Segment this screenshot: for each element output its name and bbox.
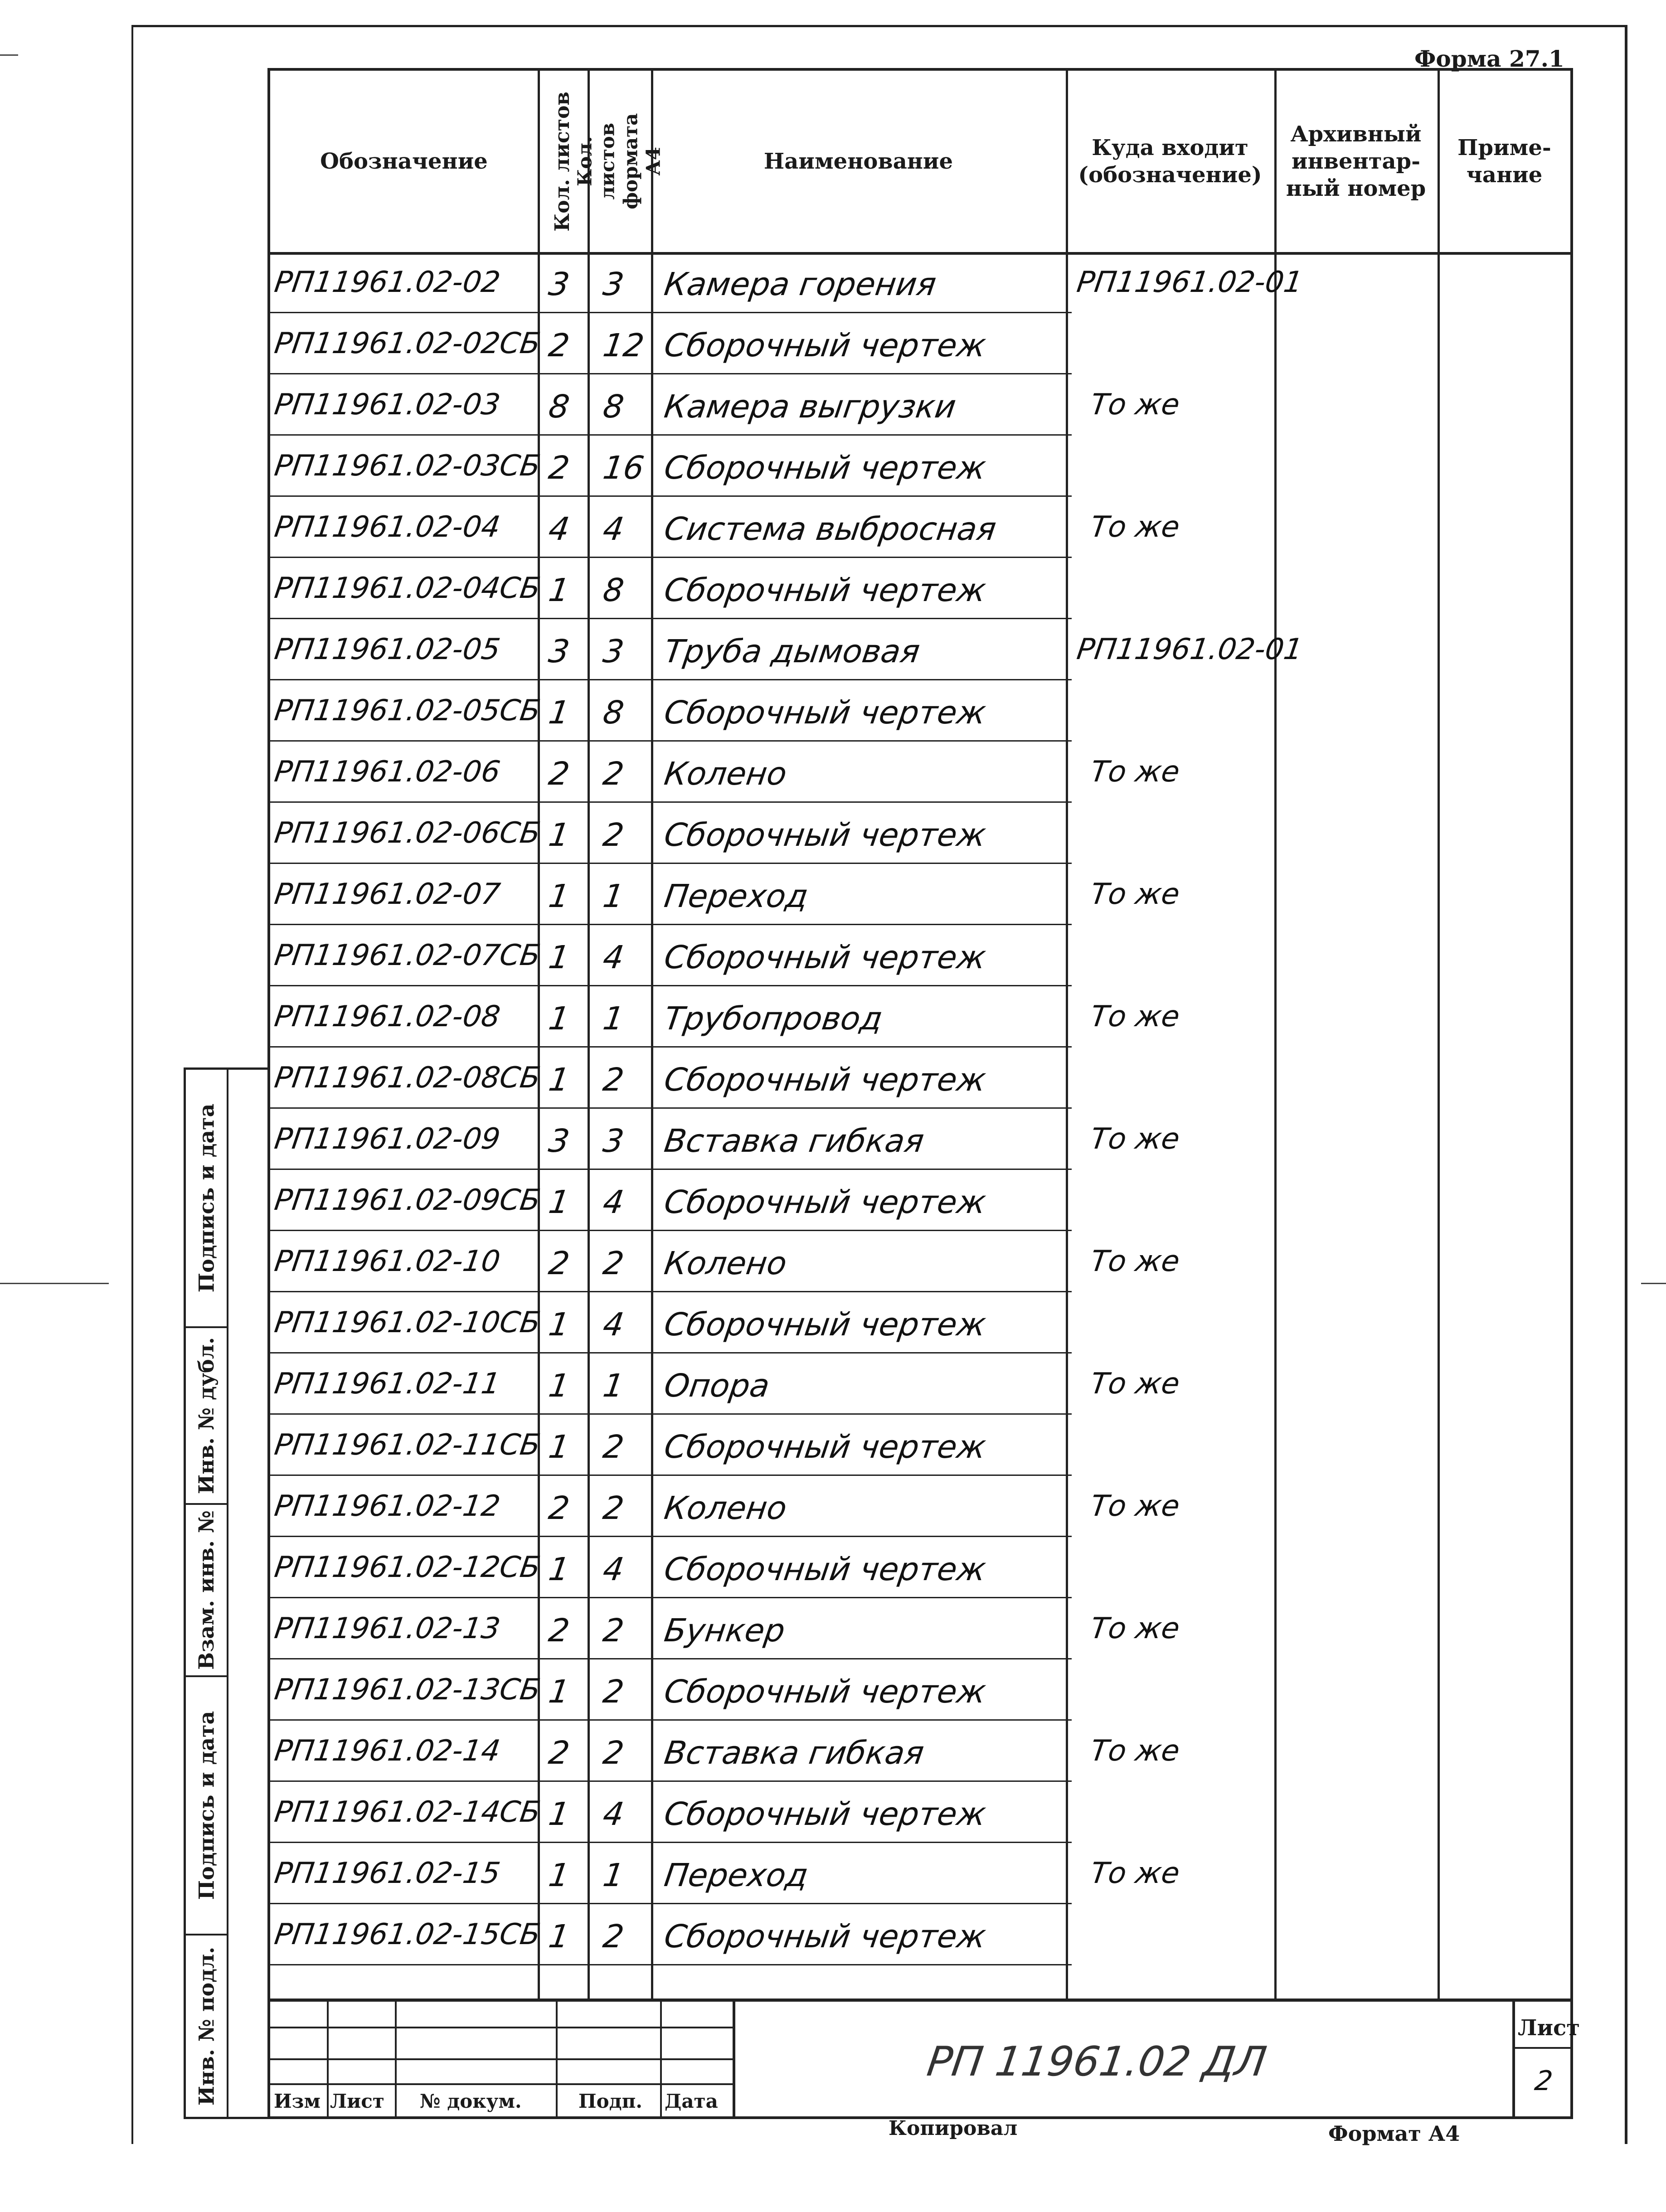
cell-name: Сборочный чертеж [662, 327, 988, 364]
cell-name: Труба дымовая [662, 633, 923, 670]
cell-a4: 8 [601, 572, 627, 609]
cell-sheets: 4 [546, 510, 572, 548]
table-row [270, 436, 1570, 497]
cell-a4: 4 [601, 1795, 627, 1833]
cell-a4: 1 [601, 1857, 627, 1894]
cell-name: Колено [662, 1489, 789, 1527]
tb-divider [733, 2002, 735, 2116]
cell-name: Сборочный чертеж [662, 1795, 988, 1833]
cell-a4: 12 [601, 327, 646, 364]
tb-row-divider [270, 2083, 733, 2085]
cell-sheets: 2 [546, 1489, 572, 1527]
table-row [270, 1782, 1570, 1843]
cell-sheets: 1 [546, 1367, 572, 1404]
side-sign-date-2 [186, 1677, 227, 1936]
cell-where: То же [1088, 510, 1182, 544]
table-row [270, 1598, 1570, 1659]
cell-designation: РП11961.02-14СБ [272, 1795, 543, 1829]
cell-name: Сборочный чертеж [662, 1428, 988, 1465]
cell-sheets: 2 [546, 755, 572, 792]
cell-sheets: 1 [546, 1857, 572, 1894]
table-row [270, 864, 1570, 925]
table-row [270, 742, 1570, 803]
cell-name: Сборочный чертеж [662, 1184, 988, 1221]
scan-tick [0, 54, 18, 56]
cell-name: Колено [662, 755, 789, 792]
cell-a4: 16 [601, 449, 646, 486]
cell-a4: 2 [601, 1489, 627, 1527]
cell-designation: РП11961.02-04 [272, 510, 502, 544]
tb-list-label: Лист [330, 2090, 384, 2112]
cell-sheets: 3 [546, 266, 572, 303]
tb-row-divider [270, 2027, 733, 2028]
side-inv-orig-text: Инв. № подл. [194, 1946, 219, 2106]
cell-sheets: 1 [546, 1551, 572, 1588]
cell-a4: 2 [601, 1673, 627, 1710]
cell-where: То же [1088, 1612, 1182, 1645]
table-row [270, 1353, 1570, 1415]
cell-a4: 1 [601, 1367, 627, 1404]
table-row [270, 497, 1570, 558]
cell-name: Вставка гибкая [662, 1734, 927, 1771]
cell-name: Переход [662, 878, 811, 915]
cell-sheets: 2 [546, 449, 572, 486]
cell-designation: РП11961.02-02СБ [272, 327, 543, 360]
cell-name: Колено [662, 1245, 789, 1282]
cell-designation: РП11961.02-13СБ [272, 1673, 543, 1707]
cell-sheets: 8 [546, 388, 572, 425]
cell-designation: РП11961.02-06СБ [272, 816, 543, 850]
cell-a4: 1 [601, 1000, 627, 1037]
cell-a4: 4 [601, 1306, 627, 1343]
row-divider [270, 1964, 1072, 1965]
cell-where: То же [1088, 1367, 1182, 1401]
scan-tick [1641, 1283, 1666, 1284]
cell-where: То же [1088, 1000, 1182, 1033]
cell-designation: РП11961.02-10 [272, 1245, 502, 1278]
cell-sheets: 2 [546, 1734, 572, 1771]
cell-name: Система выбросная [662, 510, 999, 548]
cell-sheets: 1 [546, 1184, 572, 1221]
cell-designation: РП11961.02-03СБ [272, 449, 543, 483]
cell-sheets: 2 [546, 1245, 572, 1282]
cell-designation: РП11961.02-09СБ [272, 1184, 543, 1217]
side-sign-date-1-text: Подпись и дата [194, 1103, 219, 1293]
cell-designation: РП11961.02-15СБ [272, 1918, 543, 1951]
tb-doc-no-label: № докум. [420, 2090, 522, 2112]
header-designation: Обозначение [320, 149, 488, 174]
cell-designation: РП11961.02-07СБ [272, 939, 543, 972]
header-sheets-count-text: Кол. листов [550, 91, 574, 232]
cell-name: Сборочный чертеж [662, 694, 988, 731]
table-row [270, 1843, 1570, 1904]
header-note: Приме-чание [1457, 135, 1551, 188]
format-label: Формат А4 [1328, 2121, 1460, 2146]
cell-name: Сборочный чертеж [662, 1306, 988, 1343]
table-row [270, 619, 1570, 680]
tb-izm-label: Изм [274, 2090, 321, 2112]
cell-sheets: 1 [546, 1000, 572, 1037]
cell-sheets: 1 [546, 878, 572, 915]
cell-a4: 2 [601, 1428, 627, 1465]
table-row [270, 925, 1570, 986]
cell-name: Камера выгрузки [662, 388, 958, 425]
cell-designation: РП11961.02-15 [272, 1857, 502, 1890]
cell-name: Трубопровод [662, 1000, 885, 1037]
cell-sheets: 1 [546, 1918, 572, 1955]
cell-name: Сборочный чертеж [662, 1673, 988, 1710]
cell-a4: 3 [601, 266, 627, 303]
table-row [270, 313, 1570, 374]
cell-sheets: 1 [546, 1061, 572, 1098]
tb-date-label: Дата [665, 2090, 718, 2112]
header-name: Наименование [763, 149, 953, 174]
cell-sheets: 1 [546, 816, 572, 854]
cell-a4: 2 [601, 1612, 627, 1649]
side-sign-date-1 [186, 1070, 227, 1328]
cell-name: Сборочный чертеж [662, 449, 988, 486]
side-sign-date-2-text: Подпись и дата [194, 1711, 219, 1900]
cell-sheets: 1 [546, 1673, 572, 1710]
table-row [270, 1659, 1570, 1721]
cell-a4: 2 [601, 816, 627, 854]
cell-a4: 2 [601, 1061, 627, 1098]
cell-designation: РП11961.02-07 [272, 878, 502, 911]
cell-where: То же [1088, 755, 1182, 789]
table-row [270, 803, 1570, 864]
cell-designation: РП11961.02-11СБ [272, 1428, 543, 1462]
cell-a4: 2 [601, 1245, 627, 1282]
table-row [270, 1231, 1570, 1292]
cell-name: Бункер [662, 1612, 787, 1649]
table-row [270, 374, 1570, 436]
cell-designation: РП11961.02-08СБ [272, 1061, 543, 1095]
cell-designation: РП11961.02-10СБ [272, 1306, 543, 1339]
cell-where: РП11961.02-01 [1074, 633, 1305, 666]
copied-label: Копировал [889, 2117, 1018, 2140]
side-inv-dup-text: Инв. № дубл. [194, 1337, 219, 1494]
cell-sheets: 1 [546, 1795, 572, 1833]
cell-designation: РП11961.02-05 [272, 633, 502, 666]
cell-a4: 4 [601, 1184, 627, 1221]
side-replace-inv-text: Взам. инв. № [194, 1510, 219, 1670]
table-row [270, 252, 1570, 313]
cell-a4: 4 [601, 510, 627, 548]
cell-designation: РП11961.02-03 [272, 388, 502, 422]
title-block [267, 1999, 1580, 2119]
tb-sign-label: Подп. [578, 2090, 643, 2112]
table-row [270, 1476, 1570, 1537]
cell-a4: 8 [601, 694, 627, 731]
table-row [270, 1292, 1570, 1353]
cell-sheets: 1 [546, 1428, 572, 1465]
cell-sheets: 1 [546, 694, 572, 731]
header-sheets-a4-text: Кол. листов формата А4 [573, 113, 665, 210]
cell-where: То же [1088, 1245, 1182, 1278]
cell-where: То же [1088, 1489, 1182, 1523]
cell-designation: РП11961.02-11 [272, 1367, 502, 1401]
side-divider [227, 1070, 228, 2117]
cell-sheets: 1 [546, 939, 572, 976]
cell-a4: 2 [601, 1734, 627, 1771]
cell-where: То же [1088, 1122, 1182, 1156]
cell-designation: РП11961.02-14 [272, 1734, 502, 1768]
cell-sheets: 3 [546, 1122, 572, 1159]
table-row [270, 1170, 1570, 1231]
cell-a4: 3 [601, 633, 627, 670]
cell-name: Сборочный чертеж [662, 1551, 988, 1588]
table-row [270, 1109, 1570, 1170]
cell-name: Сборочный чертеж [662, 816, 988, 854]
specification-table [267, 68, 1573, 2001]
cell-sheets: 1 [546, 572, 572, 609]
scan-tick [0, 1283, 109, 1284]
tb-divider [1512, 2002, 1515, 2116]
cell-name: Сборочный чертеж [662, 1918, 988, 1955]
side-replace-inv [186, 1505, 227, 1677]
cell-sheets: 3 [546, 633, 572, 670]
table-row [270, 1904, 1570, 1965]
cell-designation: РП11961.02-12 [272, 1489, 502, 1523]
cell-name: Вставка гибкая [662, 1122, 927, 1159]
header-archive-number: Архивный инвентар-ный номер [1286, 121, 1426, 201]
table-row [270, 1415, 1570, 1476]
cell-a4: 3 [601, 1122, 627, 1159]
tb-row-divider [270, 2058, 733, 2060]
cell-designation: РП11961.02-04СБ [272, 572, 543, 605]
cell-designation: РП11961.02-08 [272, 1000, 502, 1033]
cell-designation: РП11961.02-02 [272, 266, 502, 299]
table-row [270, 1721, 1570, 1782]
tb-sheet-value: 2 [1533, 2065, 1555, 2097]
table-row [270, 680, 1570, 742]
cell-name: Сборочный чертеж [662, 572, 988, 609]
cell-a4: 2 [601, 1918, 627, 1955]
cell-name: Сборочный чертеж [662, 1061, 988, 1098]
cell-where: То же [1088, 388, 1182, 422]
cell-sheets: 2 [546, 327, 572, 364]
table-row [270, 1048, 1570, 1109]
cell-designation: РП11961.02-06 [272, 755, 502, 789]
table-row [270, 558, 1570, 619]
cell-a4: 2 [601, 755, 627, 792]
side-stamp [184, 1067, 270, 2119]
cell-where: РП11961.02-01 [1074, 266, 1305, 299]
document-code: РП 11961.02 ДЛ [924, 2038, 1269, 2086]
table-row [270, 1537, 1570, 1598]
cell-designation: РП11961.02-09 [272, 1122, 502, 1156]
table-row [270, 986, 1570, 1048]
header-sheets-a4 [573, 71, 665, 252]
side-inv-orig [186, 1936, 227, 2117]
tb-row-divider [1512, 2047, 1570, 2049]
side-inv-dup [186, 1328, 227, 1505]
cell-a4: 4 [601, 1551, 627, 1588]
cell-where: То же [1088, 1734, 1182, 1768]
cell-name: Опора [662, 1367, 772, 1404]
cell-sheets: 2 [546, 1612, 572, 1649]
cell-a4: 8 [601, 388, 627, 425]
cell-a4: 4 [601, 939, 627, 976]
header-where-used: Куда входит (обозначение) [1078, 135, 1262, 188]
cell-name: Переход [662, 1857, 811, 1894]
cell-designation: РП11961.02-05СБ [272, 694, 543, 728]
cell-where: То же [1088, 878, 1182, 911]
cell-name: Камера горения [662, 266, 939, 303]
cell-name: Сборочный чертеж [662, 939, 988, 976]
tb-sheet-label: Лист [1518, 2015, 1580, 2041]
cell-designation: РП11961.02-12СБ [272, 1551, 543, 1584]
cell-where: То же [1088, 1857, 1182, 1890]
cell-a4: 1 [601, 878, 627, 915]
form-label: Форма 27.1 [1414, 45, 1564, 72]
cell-designation: РП11961.02-13 [272, 1612, 502, 1645]
cell-sheets: 1 [546, 1306, 572, 1343]
